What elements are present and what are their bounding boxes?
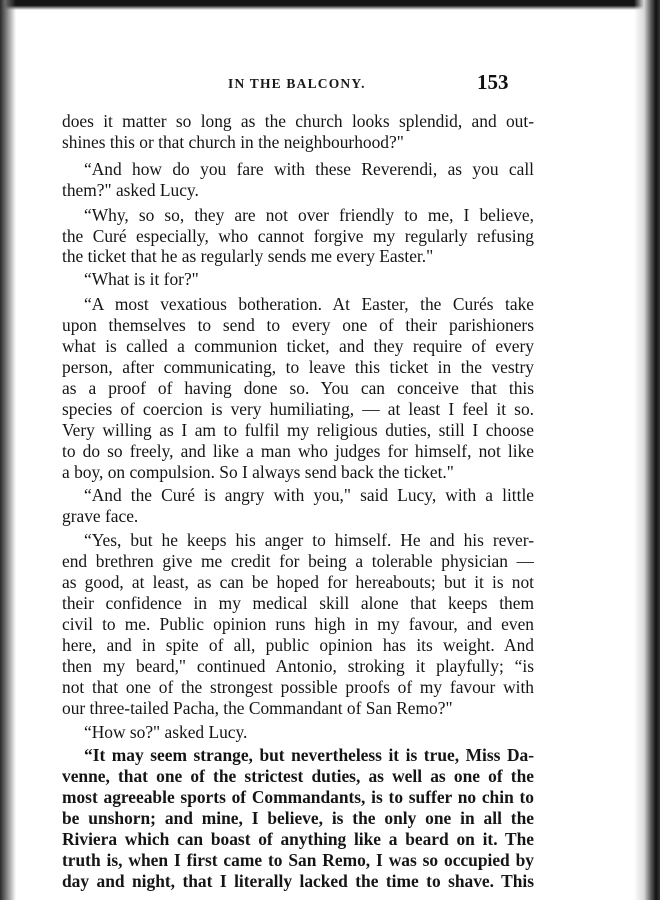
text-line: Very willing as I am to fulfil my religious duties, still I choose — [62, 420, 534, 440]
text-line: then my beard," continued Antonio, stroking it playfully; “is — [62, 656, 534, 676]
text-line: what is called a communion ticket, and they require of every — [62, 336, 534, 356]
text-line: shines this or that church in the neighbourhood?" — [62, 132, 404, 152]
text-line: as a proof of having done so. You can conceive that this — [62, 378, 534, 398]
text-line: most agreeable sports of Commandants, is to suffer no chin to — [62, 787, 534, 807]
text-line: grave face. — [62, 506, 139, 526]
text-line: venne, that one of the strictest duties, as well as one of the — [62, 766, 534, 786]
text-line: species of coercion is very humiliating, — at least I feel it so. — [62, 399, 534, 419]
text-line: our three-tailed Pacha, the Commandant of San Remo?" — [62, 698, 453, 718]
text-line: upon themselves to send to every one of their parishioners — [62, 315, 534, 335]
text-line: person, after communicating, to leave this ticket in the vestry — [62, 357, 534, 377]
text-line: day and night, that I literally lacked the time to shave. This — [62, 871, 534, 891]
text-line: truth is, when I first came to San Remo, I was so occupied by — [62, 850, 534, 870]
text-line: as good, at least, as can be hoped for hereabouts; but it is not — [62, 572, 534, 592]
text-line: them?" asked Lucy. — [62, 180, 199, 200]
text-line: “Yes, but he keeps his anger to himself. He and his rever- — [84, 530, 534, 550]
text-line: “It may seem strange, but nevertheless it is true, Miss Da- — [84, 745, 534, 765]
text-line: the ticket that he as regularly sends me every Easter." — [62, 246, 434, 266]
text-line: “And how do you fare with these Reverendi, as you call — [84, 159, 534, 179]
text-line: “Why, so so, they are not over friendly to me, I believe, — [84, 205, 534, 225]
text-line: “What is it for?" — [84, 269, 199, 289]
text-line: Riviera which can boast of anything like a beard on it. The — [62, 829, 534, 849]
text-line: does it matter so long as the church looks splendid, and out- — [62, 111, 534, 131]
text-line: their confidence in my medical skill alone that keeps them — [62, 593, 534, 613]
text-line: not that one of the strongest possible proofs of my favour with — [62, 677, 534, 697]
page-number: 153 — [477, 70, 509, 94]
text-line: end brethren give me credit for being a tolerable physician — — [62, 551, 534, 571]
text-line: “A most vexatious botheration. At Easter, the Curés take — [84, 294, 534, 314]
text-line: the Curé especially, who cannot forgive my regularly refusing — [62, 226, 534, 246]
text-line: “How so?" asked Lucy. — [84, 722, 248, 742]
text-line: be unshorn; and mine, I believe, is the only one in all the — [62, 808, 534, 828]
text-line: civil to me. Public opinion runs high in my favour, and even — [62, 614, 534, 634]
text-line: to do so freely, and like a man who judges for himself, not like — [62, 441, 534, 461]
text-line: a boy, on compulsion. So I always send back the ticket." — [62, 462, 454, 482]
running-header: IN THE BALCONY. — [228, 76, 366, 91]
text-line: here, and in spite of all, public opinion has its weight. And — [62, 635, 534, 655]
text-line: “And the Curé is angry with you," said Lucy, with a little — [84, 485, 534, 505]
